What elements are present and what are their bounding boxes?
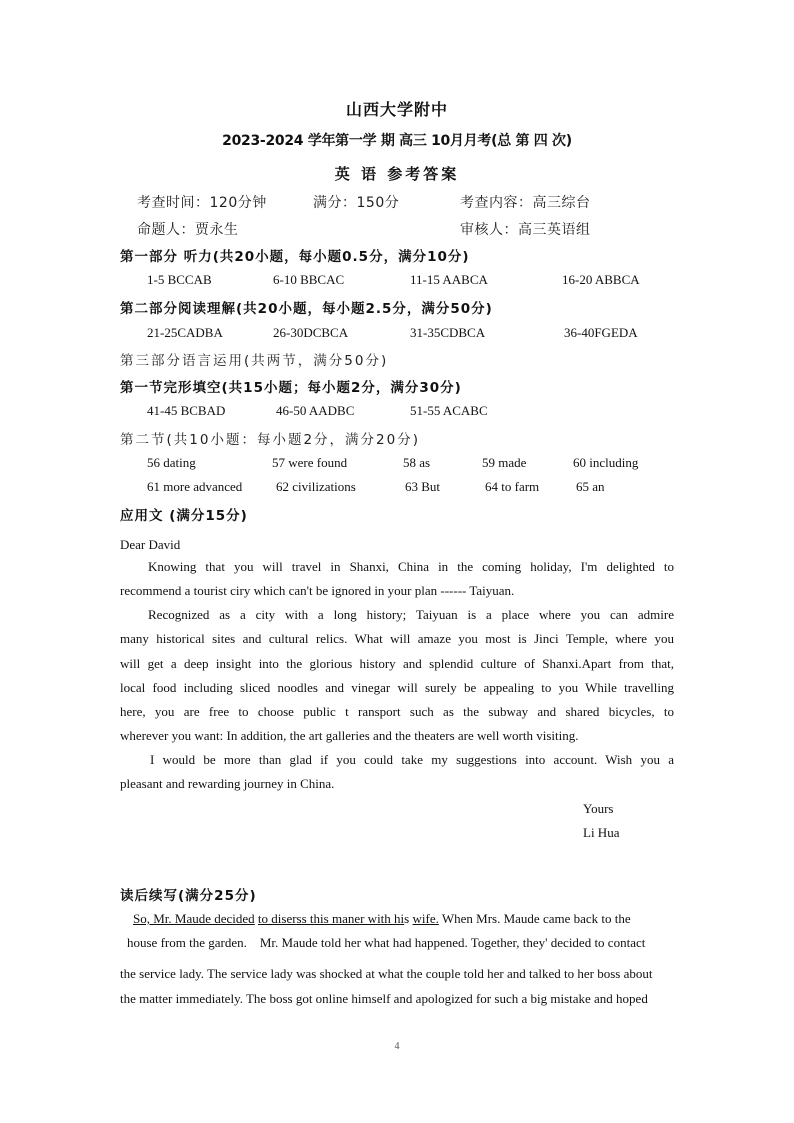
answer-group: 51-55 ACABC bbox=[410, 403, 488, 418]
cloze-heading: 第一节完形填空(共15小题；每小题2分，满分30分) bbox=[120, 380, 462, 396]
full-score: 满分：150分 bbox=[313, 195, 400, 211]
page-number: 4 bbox=[394, 1041, 400, 1052]
blank-answer: 64 to farm bbox=[485, 479, 540, 494]
text-line: I would be more than glad if you could take my suggestions into account. Wish you a bbox=[150, 752, 674, 767]
blank-answer: 59 made bbox=[482, 455, 527, 470]
answer-group: 41-45 BCBAD bbox=[147, 403, 226, 418]
continuation-line-4: the matter immediately. The boss got online himself and apologized for such a big mistake and hoped bbox=[120, 991, 648, 1006]
answer-group: 26-30DCBCA bbox=[273, 325, 349, 340]
answer-group: 21-25CADBA bbox=[147, 325, 223, 340]
school-title: 山西大学附中 bbox=[345, 100, 448, 119]
text-line: wherever you want: In addition, the art galleries and the theaters are well worth visiting. bbox=[120, 728, 579, 744]
grammar-heading: 第二节(共10小题：每小题2分，满分20分) bbox=[120, 432, 420, 448]
text-line: many historical sites and cultural relics. What will amaze you most is Jinci Temple, where you bbox=[120, 631, 674, 647]
underlined-phrase: So, Mr. Maude decided bbox=[133, 911, 255, 926]
text-fragment: s bbox=[404, 911, 413, 926]
text-line: will get a deep insight into the glorious history and splendid culture of Shanxi.Apart from that, bbox=[120, 655, 674, 671]
blank-answer: 63 But bbox=[405, 479, 441, 494]
blank-answer: 56 dating bbox=[147, 455, 196, 470]
blank-answer: 61 more advanced bbox=[147, 479, 243, 494]
answer-group: 36-40FGEDA bbox=[564, 325, 638, 340]
exam-time: 考查时间：120分钟 bbox=[137, 195, 267, 211]
exam-content: 考查内容：高三综台 bbox=[460, 195, 591, 211]
answer-group: 11-15 AABCA bbox=[410, 272, 488, 287]
answer-group: 16-20 ABBCA bbox=[562, 272, 640, 287]
continuation-line-2: house from the garden. Mr. Maude told her what had happened. Together, they' decided to contact bbox=[127, 935, 646, 950]
blank-answer: 58 as bbox=[403, 455, 431, 470]
answer-group: 46-50 AADBC bbox=[276, 403, 355, 418]
text-line: Knowing that you will travel in Shanxi, China in the coming holiday, I'm delighted to bbox=[148, 559, 674, 574]
answer-group: 31-35CDBCA bbox=[410, 325, 486, 340]
part3-heading: 第三部分语言运用(共两节，满分50分) bbox=[120, 353, 389, 369]
writing-heading: 应用文 (满分15分) bbox=[120, 508, 248, 524]
letter-paragraph-2 bbox=[120, 603, 674, 749]
reviewer: 审核人：高三英语组 bbox=[460, 222, 591, 238]
exam-title: 2023-2024 学年第一学 期 高三 10月月考(总 第 四 次) bbox=[222, 133, 572, 149]
answer-group: 1-5 BCCAB bbox=[147, 272, 212, 287]
continuation-heading: 读后续写(满分25分) bbox=[120, 888, 257, 904]
letter-signature: Li Hua bbox=[583, 825, 620, 840]
continuation-line-3: the service lady. The service lady was shocked at what the couple told her and talked to her boss about bbox=[120, 966, 653, 981]
letter-closing: Yours bbox=[583, 801, 614, 816]
underlined-phrase: wife. bbox=[412, 911, 439, 926]
part2-heading: 第二部分阅读理解(共20小题，每小题2.5分，满分50分) bbox=[120, 301, 493, 317]
question-author: 命题人：贾永生 bbox=[137, 222, 239, 238]
blank-answer: 57 were found bbox=[272, 455, 348, 470]
part1-heading: 第一部分 听力(共20小题，每小题0.5分，满分10分) bbox=[120, 249, 470, 265]
answer-key-title: 英 语 参考答案 bbox=[334, 165, 460, 183]
text-line: pleasant and rewarding journey in China. bbox=[120, 776, 335, 792]
text-fragment: When Mrs. Maude came back to the bbox=[438, 911, 631, 926]
answer-group: 6-10 BBCAC bbox=[273, 272, 345, 287]
underlined-phrase: to diserss this maner with hi bbox=[257, 911, 405, 926]
text-line: recommend a tourist ciry which can't be ignored in your plan ------ Taiyuan. bbox=[120, 583, 515, 599]
continuation-line-1 bbox=[133, 911, 631, 927]
letter-paragraph-3 bbox=[120, 748, 674, 797]
blank-answer: 62 civilizations bbox=[276, 479, 356, 494]
letter-paragraph-1 bbox=[120, 555, 674, 604]
letter-greeting: Dear David bbox=[120, 537, 181, 552]
blank-answer: 60 including bbox=[573, 455, 639, 470]
text-line: here, you are free to choose public t ransport such as the subway and shared bicycles, to bbox=[120, 704, 674, 720]
text-line: local food including sliced noodles and vinegar will surely be appealing to you While travelling bbox=[120, 679, 674, 695]
text-line: Recognized as a city with a long history; Taiyuan is a place where you can admire bbox=[148, 607, 674, 622]
blank-answer: 65 an bbox=[576, 479, 605, 494]
